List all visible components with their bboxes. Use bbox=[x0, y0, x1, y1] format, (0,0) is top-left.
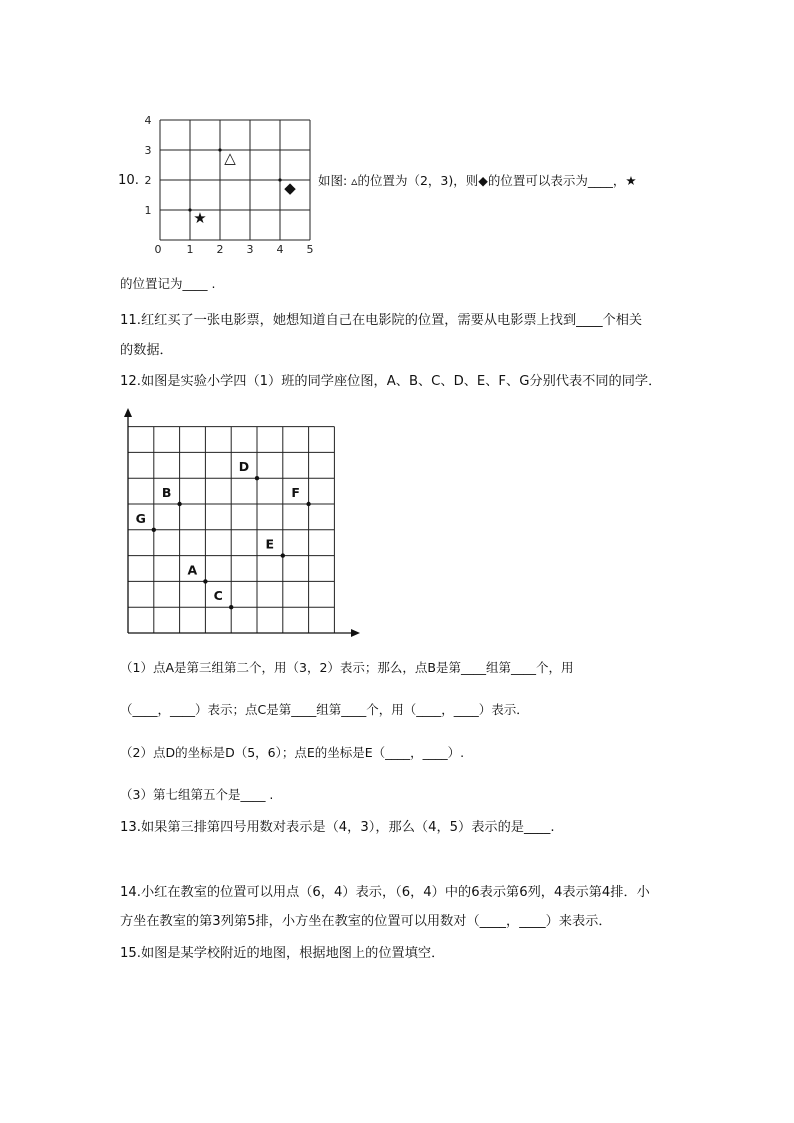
q12-point-G-dot bbox=[152, 528, 156, 532]
q10-x-tick-label: 2 bbox=[216, 243, 224, 256]
q12-point-F-label: F bbox=[291, 485, 300, 500]
q10-point-star-symbol: ★ bbox=[193, 209, 207, 227]
q10-number: 10. bbox=[118, 173, 139, 188]
q10-point-diamond-symbol: ◆ bbox=[284, 179, 296, 197]
q12-point-A-label: A bbox=[187, 562, 198, 578]
q10-x-tick-label: 5 bbox=[306, 243, 314, 256]
q12-sub1-line1: （1）点A是第三组第二个，用（3，2）表示；那么，点B是第____组第____个，用 bbox=[120, 660, 574, 675]
q10-point-diamond-dot bbox=[278, 178, 281, 181]
q12-x-axis-arrow bbox=[351, 629, 360, 637]
q12-point-C-label: C bbox=[213, 588, 223, 604]
q12-point-A-dot bbox=[203, 579, 207, 583]
q10-point-star-dot bbox=[188, 208, 191, 211]
q10-point-triangle-symbol: △ bbox=[224, 149, 236, 167]
q10-x-tick-label: 1 bbox=[186, 243, 194, 256]
q12-point-B-label: B bbox=[161, 485, 172, 500]
q10-question-text-cont: 的位置记为____ . bbox=[120, 276, 216, 291]
q12-point-D-dot bbox=[255, 476, 259, 480]
q10-x-tick-label: 0 bbox=[154, 243, 162, 256]
q12-point-E-label: E bbox=[265, 536, 275, 552]
q12-point-B-dot bbox=[177, 502, 181, 506]
q14-text-line2: 方坐在教室的第3列第5排，小方坐在教室的位置可以用数对（____，____）来表示． bbox=[120, 914, 612, 929]
q12-grid-lines bbox=[128, 427, 334, 633]
q10-question-text: 如图: ▵的位置为（2，3)，则◆的位置可以表示为____，★ bbox=[318, 173, 637, 188]
q12-axes bbox=[124, 408, 360, 637]
q13-text: 13.如果第三排第四号用数对表示是（4，3），那么（4，5）表示的是____. bbox=[120, 820, 555, 835]
q11-text-line2: 的数据． bbox=[120, 343, 173, 358]
q12-points bbox=[136, 459, 311, 609]
q12-point-F-dot bbox=[306, 502, 310, 506]
q12-point-E-dot bbox=[281, 553, 285, 557]
q12-point-C-dot bbox=[229, 605, 233, 609]
q10-point-triangle-dot bbox=[218, 148, 221, 151]
q11-text-line1: 11.红红买了一张电影票，她想知道自己在电影院的位置，需要从电影票上找到____个相关 bbox=[120, 313, 643, 328]
q12-sub2: （2）点D的坐标是D（5，6）；点E的坐标是E（____，____）. bbox=[120, 745, 465, 760]
q15-text: 15.如图是某学校附近的地图，根据地图上的位置填空． bbox=[120, 946, 445, 961]
q10-grid-figure bbox=[135, 100, 325, 260]
q10-x-tick-label: 4 bbox=[276, 243, 284, 256]
q14-text-line1: 14.小红在教室的位置可以用点（6，4）表示，（6，4）中的6表示第6列，4表示第4排．小 bbox=[120, 885, 650, 900]
q10-y-tick-label: 2 bbox=[144, 174, 152, 187]
q12-point-G-label: G bbox=[135, 510, 146, 526]
q12-sub1-line2: （____，____）表示；点C是第____组第____个，用（____，____）表示． bbox=[120, 702, 529, 717]
q12-seat-grid-figure bbox=[115, 405, 370, 645]
q10-y-tick-label: 3 bbox=[144, 144, 152, 157]
q12-y-axis-arrow bbox=[124, 408, 132, 417]
q12-sub3: （3）第七组第五个是____ . bbox=[120, 787, 274, 802]
q10-y-tick-label: 1 bbox=[144, 204, 152, 217]
q10-y-tick-label: 4 bbox=[144, 114, 152, 127]
q10-x-tick-label: 3 bbox=[246, 243, 254, 256]
q12-intro: 12.如图是实验小学四（1）班的同学座位图，A、B、C、D、E、F、G分别代表不同的同学． bbox=[120, 374, 662, 389]
q12-point-D-label: D bbox=[238, 459, 250, 475]
